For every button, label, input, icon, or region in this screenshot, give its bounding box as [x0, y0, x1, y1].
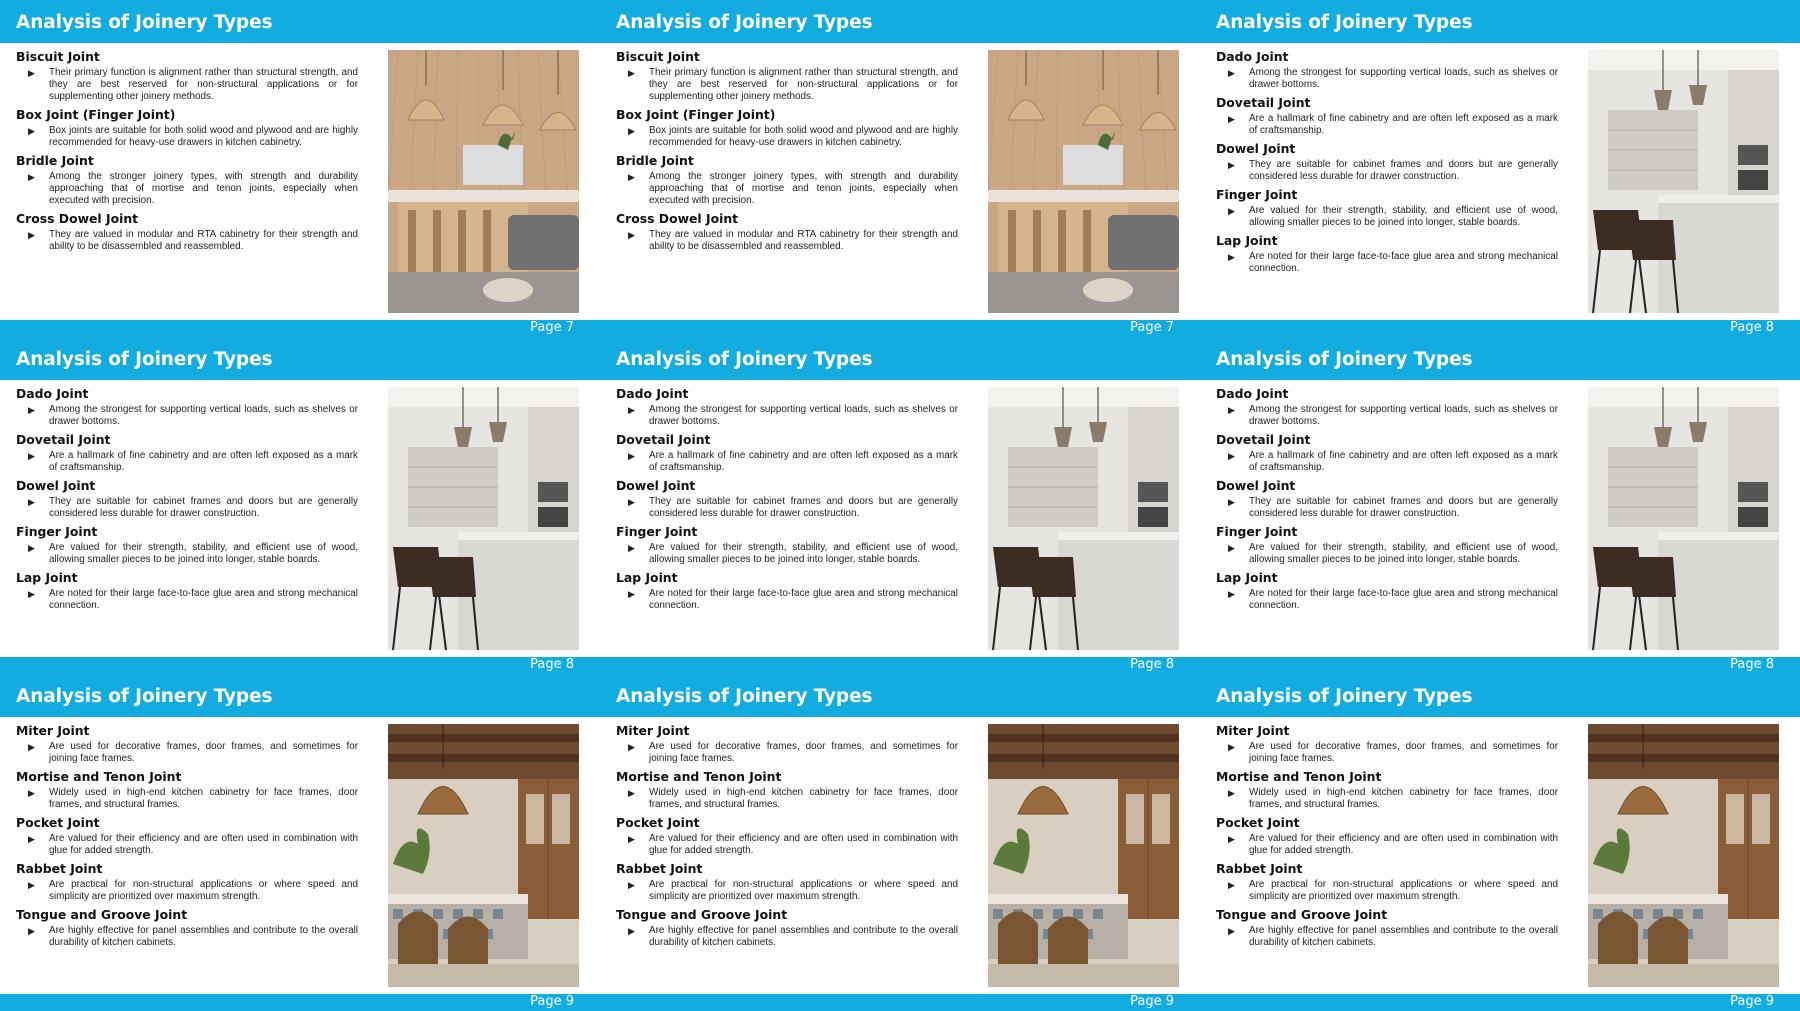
bullet-item [616, 787, 958, 811]
bullet-item [1216, 67, 1558, 91]
joint-title: Tongue and Groove Joint [616, 907, 788, 922]
joint-title: Rabbet Joint [1216, 861, 1303, 876]
bullet-arrow-icon: ▶ [28, 788, 35, 798]
bullet-arrow-icon: ▶ [28, 68, 35, 78]
joint-section [1216, 478, 1558, 520]
joint-title: Cross Dowel Joint [16, 211, 139, 226]
joint-title: Dado Joint [1216, 386, 1289, 401]
page-number: Page 8 [1130, 657, 1174, 672]
slide-title: Analysis of Joinery Types [16, 12, 273, 33]
joint-section [1216, 187, 1558, 229]
bullet-arrow-icon: ▶ [1228, 160, 1235, 170]
bullet-item [1216, 496, 1558, 520]
bullet-item [1216, 833, 1558, 857]
slide-title: Analysis of Joinery Types [616, 686, 873, 707]
joint-section [616, 386, 958, 428]
joint-description: Are a hallmark of fine cabinetry and are often left exposed as a mark of craftsmanship. [649, 450, 958, 473]
joint-title: Bridle Joint [616, 153, 694, 168]
joint-description: Are highly effective for panel assemblies and contribute to the overall durability of kitchen cabinets. [649, 925, 958, 948]
bullet-item [16, 450, 358, 474]
joint-description: Are a hallmark of fine cabinetry and are often left exposed as a mark of craftsmanship. [49, 450, 358, 473]
bullet-arrow-icon: ▶ [28, 543, 35, 553]
slide-footer [600, 657, 1200, 674]
slide-title: Analysis of Joinery Types [1216, 686, 1473, 707]
bullet-item [616, 925, 958, 949]
slide-page-7[interactable] [600, 0, 1200, 337]
joint-title: Dovetail Joint [1216, 95, 1311, 110]
joint-description: They are suitable for cabinet frames and doors but are generally considered less durable for drawer construction. [649, 496, 958, 519]
white-kitchen-photo [1588, 50, 1779, 313]
white-kitchen-photo [388, 387, 579, 650]
bullet-arrow-icon: ▶ [628, 742, 635, 752]
page-number: Page 8 [530, 657, 574, 672]
bullet-arrow-icon: ▶ [1228, 114, 1235, 124]
bullet-item [1216, 542, 1558, 566]
slide-page-8[interactable] [600, 337, 1200, 674]
bullet-item [1216, 404, 1558, 428]
joint-description: Among the strongest for supporting vertical loads, such as shelves or drawer bottoms. [1249, 404, 1558, 427]
joint-description: Widely used in high-end kitchen cabinetry for face frames, door frames, and structural frames. [1249, 787, 1558, 810]
bullet-arrow-icon: ▶ [1228, 206, 1235, 216]
joint-section [16, 723, 358, 765]
joint-section [616, 432, 958, 474]
bullet-item [16, 542, 358, 566]
joint-description: Are used for decorative frames, door frames, and sometimes for joining face frames. [1249, 741, 1558, 764]
joint-title: Biscuit Joint [16, 49, 100, 64]
bullet-arrow-icon: ▶ [628, 230, 635, 240]
slide-title: Analysis of Joinery Types [616, 12, 873, 33]
joint-title: Dado Joint [16, 386, 89, 401]
bullet-item [616, 67, 958, 103]
page-number: Page 7 [1130, 320, 1174, 335]
joint-section [1216, 907, 1558, 949]
bullet-item [616, 125, 958, 149]
joint-title: Tongue and Groove Joint [16, 907, 188, 922]
bullet-arrow-icon: ▶ [1228, 543, 1235, 553]
joint-description: Among the strongest for supporting vertical loads, such as shelves or drawer bottoms. [1249, 67, 1558, 90]
joint-description: Widely used in high-end kitchen cabinetry for face frames, door frames, and structural frames. [649, 787, 958, 810]
bullet-arrow-icon: ▶ [1228, 589, 1235, 599]
bullet-arrow-icon: ▶ [628, 172, 635, 182]
joint-section [1216, 233, 1558, 275]
joint-description: Box joints are suitable for both solid wood and plywood and are highly recommended for heavy-use drawers in kitchen cabinetry. [49, 125, 358, 148]
joint-description: Their primary function is alignment rather than structural strength, and they are best reserved for non-structural applications or for supplementing other joinery methods. [649, 67, 958, 102]
joint-section [616, 815, 958, 857]
joint-title: Lap Joint [1216, 570, 1278, 585]
joint-title: Dado Joint [1216, 49, 1289, 64]
joint-section [616, 107, 958, 149]
joint-section [616, 478, 958, 520]
bullet-item [1216, 450, 1558, 474]
joint-description: Box joints are suitable for both solid wood and plywood and are highly recommended for heavy-use drawers in kitchen cabinetry. [649, 125, 958, 148]
bullet-arrow-icon: ▶ [1228, 880, 1235, 890]
bullet-arrow-icon: ▶ [28, 589, 35, 599]
slide-title: Analysis of Joinery Types [16, 349, 273, 370]
bullet-arrow-icon: ▶ [1228, 926, 1235, 936]
slide-footer [0, 994, 600, 1011]
slide-content [1216, 386, 1558, 616]
white-kitchen-photo [988, 387, 1179, 650]
joint-description: Among the strongest for supporting vertical loads, such as shelves or drawer bottoms. [649, 404, 958, 427]
bullet-arrow-icon: ▶ [28, 405, 35, 415]
bullet-arrow-icon: ▶ [28, 126, 35, 136]
joint-description: Are valued for their strength, stability, and efficient use of wood, allowing smaller pieces to be joined into longer, stable boards. [49, 542, 358, 565]
bullet-arrow-icon: ▶ [628, 497, 635, 507]
joint-description: Are valued for their efficiency and are often used in combination with glue for added strength. [1249, 833, 1558, 856]
joint-section [16, 107, 358, 149]
bullet-arrow-icon: ▶ [1228, 742, 1235, 752]
bullet-item [616, 741, 958, 765]
slide-content [16, 49, 358, 257]
joint-section [1216, 141, 1558, 183]
bullet-item [16, 879, 358, 903]
bullet-item [1216, 925, 1558, 949]
joint-section [616, 723, 958, 765]
joint-section [16, 153, 358, 207]
joint-description: Among the stronger joinery types, with strength and durability approaching that of mortise and tenon joints, especially when executed with precision. [649, 171, 958, 206]
joint-description: They are suitable for cabinet frames and doors but are generally considered less durable for drawer construction. [49, 496, 358, 519]
bullet-arrow-icon: ▶ [628, 543, 635, 553]
joint-section [616, 861, 958, 903]
joint-section [616, 769, 958, 811]
joint-section [1216, 432, 1558, 474]
bullet-item [16, 925, 358, 949]
joint-title: Finger Joint [16, 524, 98, 539]
bullet-item [616, 404, 958, 428]
bullet-item [616, 588, 958, 612]
bullet-arrow-icon: ▶ [28, 880, 35, 890]
joint-description: Widely used in high-end kitchen cabinetry for face frames, door frames, and structural frames. [49, 787, 358, 810]
joint-description: They are suitable for cabinet frames and doors but are generally considered less durable for drawer construction. [1249, 496, 1558, 519]
bullet-item [16, 787, 358, 811]
bullet-item [616, 542, 958, 566]
joint-section [1216, 95, 1558, 137]
rustic-beam-kitchen-photo [1588, 724, 1779, 987]
joint-section [616, 570, 958, 612]
bullet-arrow-icon: ▶ [1228, 788, 1235, 798]
slide-content [616, 49, 958, 257]
bullet-item [1216, 113, 1558, 137]
slide-footer [1200, 320, 1800, 337]
joint-description: Are practical for non-structural applications or where speed and simplicity are prioritized over maximum strength. [649, 879, 958, 902]
joint-description: Are noted for their large face-to-face glue area and strong mechanical connection. [1249, 251, 1558, 274]
slide-page-7[interactable] [0, 0, 600, 337]
joint-title: Lap Joint [616, 570, 678, 585]
joint-description: Are practical for non-structural applications or where speed and simplicity are prioritized over maximum strength. [1249, 879, 1558, 902]
slide-page-8[interactable] [1200, 0, 1800, 337]
slide-page-9[interactable] [600, 674, 1200, 1011]
slide-footer [0, 320, 600, 337]
slide-page-9[interactable] [0, 674, 600, 1011]
bullet-arrow-icon: ▶ [28, 834, 35, 844]
bullet-item [616, 450, 958, 474]
joint-section [1216, 49, 1558, 91]
bullet-item [16, 171, 358, 207]
joint-section [616, 153, 958, 207]
slide-footer [0, 657, 600, 674]
white-kitchen-photo [1588, 387, 1779, 650]
bullet-item [1216, 879, 1558, 903]
joint-title: Mortise and Tenon Joint [616, 769, 782, 784]
joint-title: Mortise and Tenon Joint [1216, 769, 1382, 784]
joint-section [1216, 723, 1558, 765]
bullet-item [1216, 787, 1558, 811]
bullet-item [616, 171, 958, 207]
slide-title: Analysis of Joinery Types [16, 686, 273, 707]
joint-title: Mortise and Tenon Joint [16, 769, 182, 784]
joint-description: Are valued for their strength, stability, and efficient use of wood, allowing smaller pieces to be joined into longer, stable boards. [649, 542, 958, 565]
bullet-item [16, 741, 358, 765]
bullet-item [1216, 741, 1558, 765]
joint-title: Miter Joint [1216, 723, 1290, 738]
bullet-arrow-icon: ▶ [28, 742, 35, 752]
joint-description: They are valued in modular and RTA cabinetry for their strength and ability to be disassembled and reassembled. [649, 229, 958, 252]
joint-title: Box Joint (Finger Joint) [616, 107, 776, 122]
joint-title: Lap Joint [1216, 233, 1278, 248]
joint-title: Dovetail Joint [16, 432, 111, 447]
joint-title: Biscuit Joint [616, 49, 700, 64]
joint-description: Are valued for their strength, stability, and efficient use of wood, allowing smaller pieces to be joined into longer, stable boards. [1249, 205, 1558, 228]
joint-title: Finger Joint [616, 524, 698, 539]
rustic-beam-kitchen-photo [988, 724, 1179, 987]
bullet-item [616, 496, 958, 520]
joint-section [1216, 524, 1558, 566]
slide-page-9[interactable] [1200, 674, 1800, 1011]
joint-section [1216, 570, 1558, 612]
bullet-arrow-icon: ▶ [1228, 497, 1235, 507]
joint-section [16, 769, 358, 811]
joint-description: Are noted for their large face-to-face glue area and strong mechanical connection. [1249, 588, 1558, 611]
bullet-arrow-icon: ▶ [628, 405, 635, 415]
joint-title: Dowel Joint [1216, 478, 1296, 493]
page-number: Page 8 [1730, 657, 1774, 672]
joint-description: Are highly effective for panel assemblies and contribute to the overall durability of kitchen cabinets. [49, 925, 358, 948]
joint-description: They are suitable for cabinet frames and doors but are generally considered less durable for drawer construction. [1249, 159, 1558, 182]
bullet-item [16, 404, 358, 428]
bullet-arrow-icon: ▶ [628, 68, 635, 78]
slide-footer [600, 320, 1200, 337]
joint-description: Are used for decorative frames, door frames, and sometimes for joining face frames. [649, 741, 958, 764]
bullet-item [16, 588, 358, 612]
bullet-item [16, 67, 358, 103]
joint-section [1216, 861, 1558, 903]
joint-description: Among the stronger joinery types, with strength and durability approaching that of mortise and tenon joints, especially when executed with precision. [49, 171, 358, 206]
joint-title: Bridle Joint [16, 153, 94, 168]
bullet-arrow-icon: ▶ [1228, 252, 1235, 262]
joint-section [16, 386, 358, 428]
slide-content [16, 386, 358, 616]
joint-title: Dado Joint [616, 386, 689, 401]
bullet-arrow-icon: ▶ [28, 926, 35, 936]
joint-section [616, 211, 958, 253]
joint-section [1216, 386, 1558, 428]
joint-title: Dowel Joint [16, 478, 96, 493]
bullet-arrow-icon: ▶ [628, 126, 635, 136]
bullet-item [16, 496, 358, 520]
joint-title: Pocket Joint [16, 815, 100, 830]
page-number: Page 9 [1130, 994, 1174, 1009]
bullet-arrow-icon: ▶ [628, 880, 635, 890]
joint-description: Are used for decorative frames, door frames, and sometimes for joining face frames. [49, 741, 358, 764]
bullet-item [1216, 588, 1558, 612]
joint-section [16, 861, 358, 903]
slide-footer [600, 994, 1200, 1011]
bullet-arrow-icon: ▶ [628, 788, 635, 798]
joint-title: Miter Joint [16, 723, 90, 738]
joint-title: Rabbet Joint [616, 861, 703, 876]
joint-section [616, 907, 958, 949]
bullet-item [1216, 251, 1558, 275]
joint-title: Dowel Joint [616, 478, 696, 493]
joint-description: They are valued in modular and RTA cabinetry for their strength and ability to be disassembled and reassembled. [49, 229, 358, 252]
joint-section [16, 570, 358, 612]
joint-title: Rabbet Joint [16, 861, 103, 876]
joint-section [616, 49, 958, 103]
slide-page-8[interactable] [0, 337, 600, 674]
joint-description: Are valued for their efficiency and are often used in combination with glue for added strength. [49, 833, 358, 856]
joint-section [1216, 769, 1558, 811]
joint-title: Dowel Joint [1216, 141, 1296, 156]
bullet-arrow-icon: ▶ [1228, 834, 1235, 844]
rattan-pendant-kitchen-photo [388, 50, 579, 313]
joint-description: Are highly effective for panel assemblies and contribute to the overall durability of kitchen cabinets. [1249, 925, 1558, 948]
bullet-arrow-icon: ▶ [1228, 68, 1235, 78]
slide-content [1216, 49, 1558, 279]
rattan-pendant-kitchen-photo [988, 50, 1179, 313]
bullet-item [1216, 205, 1558, 229]
page-number: Page 9 [1730, 994, 1774, 1009]
bullet-item [16, 229, 358, 253]
joint-title: Cross Dowel Joint [616, 211, 739, 226]
slide-page-8[interactable] [1200, 337, 1800, 674]
joint-title: Dovetail Joint [616, 432, 711, 447]
slide-content [1216, 723, 1558, 953]
rustic-beam-kitchen-photo [388, 724, 579, 987]
joint-title: Box Joint (Finger Joint) [16, 107, 176, 122]
joint-description: Are a hallmark of fine cabinetry and are often left exposed as a mark of craftsmanship. [1249, 450, 1558, 473]
joint-section [16, 907, 358, 949]
joint-description: Are noted for their large face-to-face glue area and strong mechanical connection. [49, 588, 358, 611]
joint-section [16, 211, 358, 253]
page-number: Page 9 [530, 994, 574, 1009]
joint-title: Finger Joint [1216, 187, 1298, 202]
bullet-item [16, 833, 358, 857]
joint-title: Tongue and Groove Joint [1216, 907, 1388, 922]
bullet-arrow-icon: ▶ [28, 230, 35, 240]
joint-title: Miter Joint [616, 723, 690, 738]
joint-description: Are valued for their efficiency and are often used in combination with glue for added strength. [649, 833, 958, 856]
slide-footer [1200, 657, 1800, 674]
slide-content [616, 723, 958, 953]
bullet-item [616, 229, 958, 253]
bullet-item [616, 879, 958, 903]
joint-section [16, 478, 358, 520]
joint-description: Their primary function is alignment rather than structural strength, and they are best reserved for non-structural applications or for supplementing other joinery methods. [49, 67, 358, 102]
page-number: Page 7 [530, 320, 574, 335]
bullet-arrow-icon: ▶ [1228, 451, 1235, 461]
slide-title: Analysis of Joinery Types [1216, 12, 1473, 33]
joint-description: Among the strongest for supporting vertical loads, such as shelves or drawer bottoms. [49, 404, 358, 427]
joint-title: Dovetail Joint [1216, 432, 1311, 447]
bullet-item [616, 833, 958, 857]
joint-section [616, 524, 958, 566]
joint-section [16, 432, 358, 474]
bullet-arrow-icon: ▶ [628, 451, 635, 461]
joint-section [16, 49, 358, 103]
joint-section [16, 815, 358, 857]
joint-description: Are noted for their large face-to-face glue area and strong mechanical connection. [649, 588, 958, 611]
joint-title: Pocket Joint [616, 815, 700, 830]
bullet-arrow-icon: ▶ [628, 834, 635, 844]
slide-title: Analysis of Joinery Types [1216, 349, 1473, 370]
joint-section [16, 524, 358, 566]
joint-description: Are practical for non-structural applications or where speed and simplicity are prioritized over maximum strength. [49, 879, 358, 902]
bullet-item [1216, 159, 1558, 183]
joint-title: Pocket Joint [1216, 815, 1300, 830]
bullet-arrow-icon: ▶ [28, 172, 35, 182]
slide-title: Analysis of Joinery Types [616, 349, 873, 370]
joint-title: Lap Joint [16, 570, 78, 585]
joint-title: Finger Joint [1216, 524, 1298, 539]
joint-section [1216, 815, 1558, 857]
slide-content [16, 723, 358, 953]
joint-description: Are valued for their strength, stability, and efficient use of wood, allowing smaller pieces to be joined into longer, stable boards. [1249, 542, 1558, 565]
slide-footer [1200, 994, 1800, 1011]
bullet-arrow-icon: ▶ [28, 497, 35, 507]
slide-content [616, 386, 958, 616]
bullet-arrow-icon: ▶ [628, 589, 635, 599]
joint-description: Are a hallmark of fine cabinetry and are often left exposed as a mark of craftsmanship. [1249, 113, 1558, 136]
bullet-arrow-icon: ▶ [28, 451, 35, 461]
page-number: Page 8 [1730, 320, 1774, 335]
bullet-arrow-icon: ▶ [628, 926, 635, 936]
bullet-item [16, 125, 358, 149]
bullet-arrow-icon: ▶ [1228, 405, 1235, 415]
